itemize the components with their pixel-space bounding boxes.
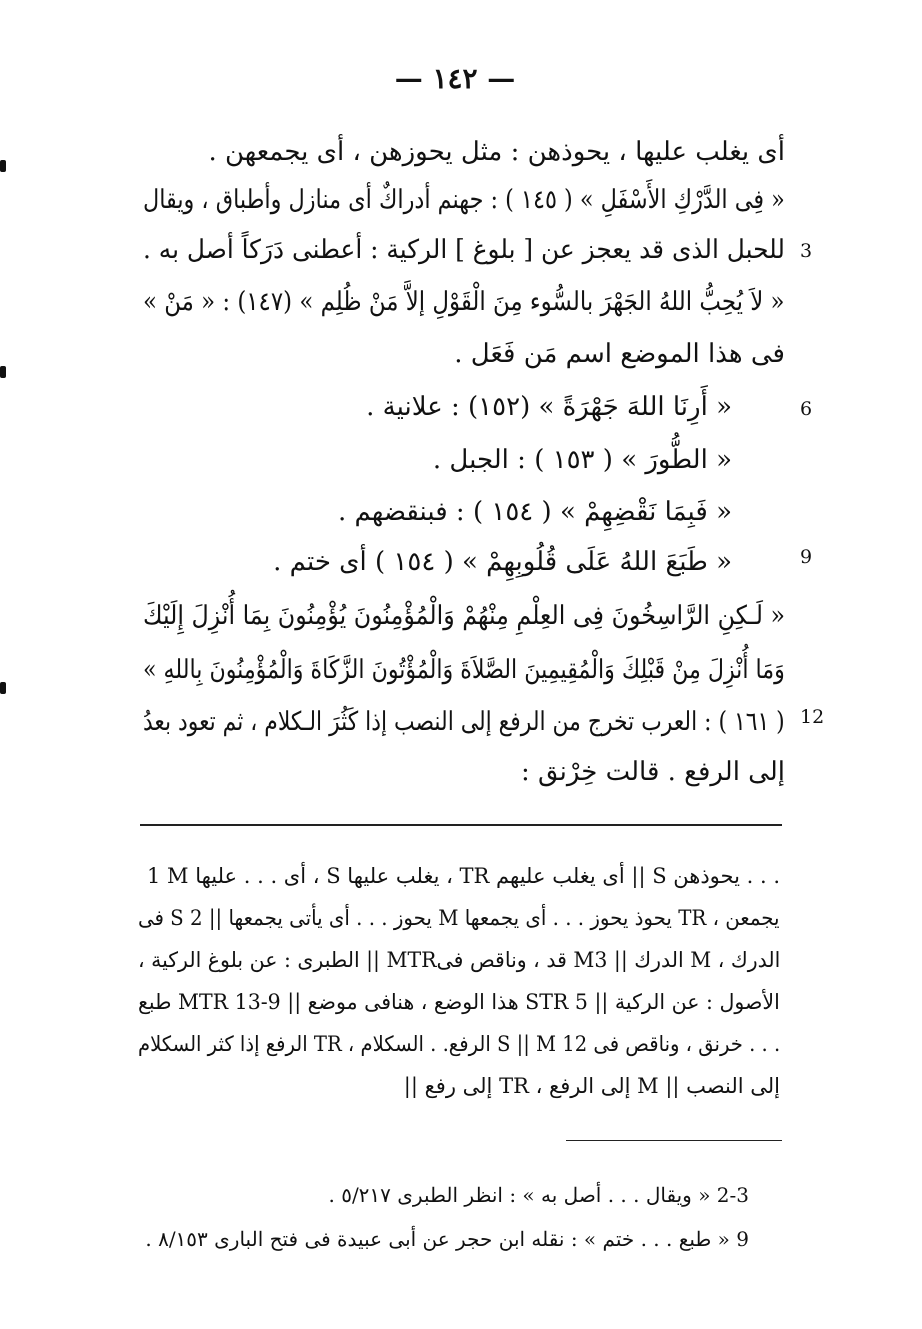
page-number: — ١٤٢ — <box>394 62 516 95</box>
main-line-12: ( ١٦١ ) : العرب تخرج من الرفع إلى النصب إذا كَثُرَ الـكلام ، ثم تعود بعدُ <box>143 707 785 737</box>
main-line-1: أى يغلب عليها ، يحوذهن : مثل يحوزهن ، أى يجمعهن . <box>208 137 785 167</box>
line-number-6: 6 <box>800 398 813 420</box>
margin-mark <box>0 160 6 172</box>
line-number-12: 12 <box>800 706 825 728</box>
main-line-11: وَمَا أُنْزِلَ مِنْ قَبْلِكَ وَالْمُقِيمِينَ الصَّلاَةَ وَالْمُؤْتُونَ الزَّكَاةَ وَالْمُؤْمِنُونَ بِاللهِ » <box>143 655 785 685</box>
main-line-4: « لاَ يُحِبُّ اللهُ الجَهْرَ بالسُّوء مِنَ الْقَوْلِ إلاَّ مَنْ ظُلِم » (١٤٧) : « مَنْ » <box>143 287 785 317</box>
apparatus-line-6: إلى النصب || M إلى الرفع ، TR إلى رفع || <box>403 1074 780 1098</box>
apparatus-line-1: 1 M أى . . . عليها ، S يغلب عليها ، TR أى يغلب عليهم || S يحوذهن . . . <box>146 864 780 888</box>
main-line-10: « لَـكِنِ الرَّاسِخُونَ فِى العِلْمِ مِنْهُمْ وَالْمُؤْمِنُونَ يُؤْمِنُونَ بِمَا أُنْزِلَ إِلَيْكَ <box>142 601 785 631</box>
main-line-6: « أَرِنَا اللهَ جَهْرَةً » (١٥٢) : علانية . <box>366 392 732 422</box>
margin-mark <box>0 682 6 694</box>
main-line-13: إلى الرفع . قالت خِرْنق : <box>520 757 785 787</box>
note-line-2: 9 « طبع . . . ختم » : نقله ابن حجر عن أبى عبيدة فى فتح البارى ٨/١٥٣ . <box>145 1227 749 1251</box>
main-line-3: للحبل الذى قد يعجز عن [ بلوغ ] الركية : أعطنى دَرَكاً أصل به . <box>143 235 785 265</box>
apparatus-line-2: يجمعن ، TR يحوذ يحوز . . . أى يجمعها M يحوز . . . أى يأتى يجمعها || S 2 فى <box>138 906 780 930</box>
notes-divider <box>566 1140 782 1141</box>
note-line-1: 2-3 « ويقال . . . أصل به » : انظر الطبرى ٥/٢١٧ . <box>328 1183 749 1207</box>
main-line-7: « الطُّورَ » ( ١٥٣ ) : الجبل . <box>432 445 732 475</box>
apparatus-line-5: . . . خرنق ، وناقص فى S || M 12 الرفع. . السكلام ، TR الرفع إذا كثر السكلام <box>137 1032 780 1056</box>
line-number-9: 9 <box>800 546 813 568</box>
main-line-5: فى هذا الموضع اسم مَن فَعَل . <box>454 339 785 369</box>
margin-mark <box>0 366 6 378</box>
main-line-2: « فِى الدَّرْكِ الأَسْفَلِ » ( ١٤٥ ) : جهنم أدراكٌ أى منازل وأطباق ، ويقال <box>143 185 785 215</box>
apparatus-divider <box>140 824 782 826</box>
line-number-3: 3 <box>800 240 813 262</box>
apparatus-line-4: الأصول : عن الركية || 5 STR هذا الوضع ، هنافى موضع || MTR 13-9 طبع <box>138 990 780 1014</box>
main-line-9: « طَبَعَ اللهُ عَلَى قُلُوبِهِمْ » ( ١٥٤ ) أى ختم . <box>273 547 732 577</box>
main-line-8: « فَبِمَا نَقْضِهِمْ » ( ١٥٤ ) : فبنقضهم . <box>338 497 732 527</box>
apparatus-line-3: الدرك ، M الدرك || M3 قد ، وناقص فىMTR || الطبرى : عن بلوغ الركية ، <box>137 948 780 972</box>
